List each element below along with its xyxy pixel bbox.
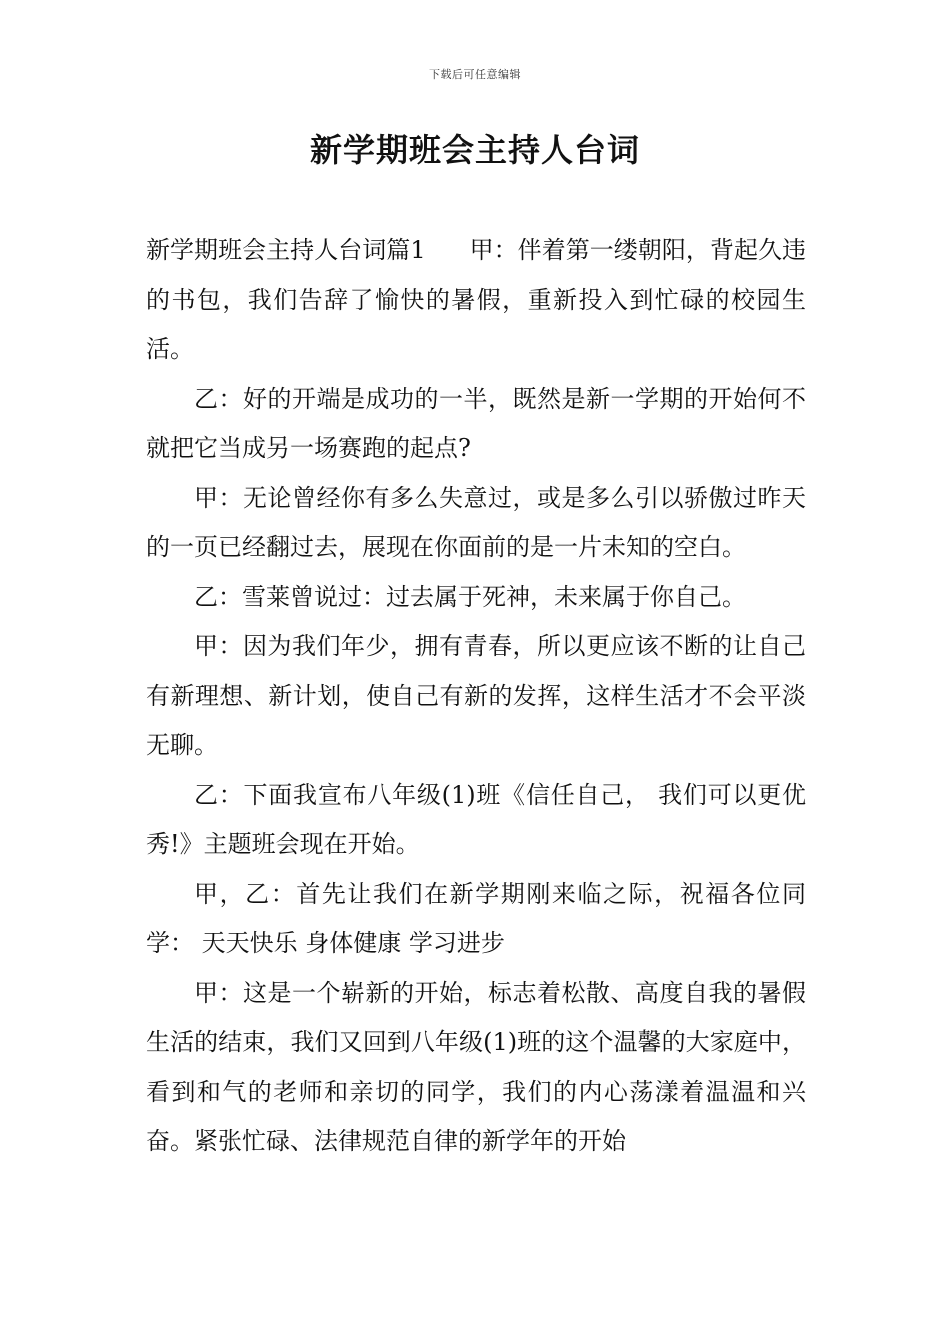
paragraph-4: 乙：雪莱曾说过：过去属于死神，未来属于你自己。 (194, 582, 746, 611)
paragraph-5: 甲：因为我们年少，拥有青春，所以更应该不断的让自己有新理想、新计划，使自己有新的发挥，这样生活才不会平淡无聊。 (146, 632, 806, 759)
paragraph-3: 甲：无论曾经你有多么失意过，或是多么引以骄傲过昨天的一页已经翻过去，展现在你面前的是一片未知的空白。 (146, 483, 806, 561)
paragraph-2: 乙：好的开端是成功的一半，既然是新一学期的开始何不就把它当成另一场赛跑的起点? (146, 384, 806, 462)
paragraph-text: 甲：伴着第一缕朝阳，背起久违的书包，我们告辞了愉快的暑假，重新投入到忙碌的校园生活。 (146, 236, 806, 363)
paragraph-1 (146, 226, 806, 375)
document-body (146, 226, 806, 1167)
header-note: 下载后可任意编辑 (429, 68, 521, 81)
paragraph-7: 甲，乙：首先让我们在新学期刚来临之际，祝福各位同学： 天天快乐 身体健康 学习进步 (146, 879, 806, 957)
document-title: 新学期班会主持人台词 (309, 131, 640, 169)
paragraph-8: 甲：这是一个崭新的开始，标志着松散、高度自我的暑假生活的结束，我们又回到八年级(1)班的这个温馨的大家庭中，看到和气的老师和亲切的同学，我们的内心荡漾着温温和兴奋。紧张忙碌、法律规范自律的新学年的开始 (146, 978, 806, 1155)
section-heading: 新学期班会主持人台词篇1 (146, 236, 426, 264)
paragraph-6: 乙：下面我宣布八年级(1)班《信任自己， 我们可以更优秀!》主题班会现在开始。 (146, 780, 806, 858)
